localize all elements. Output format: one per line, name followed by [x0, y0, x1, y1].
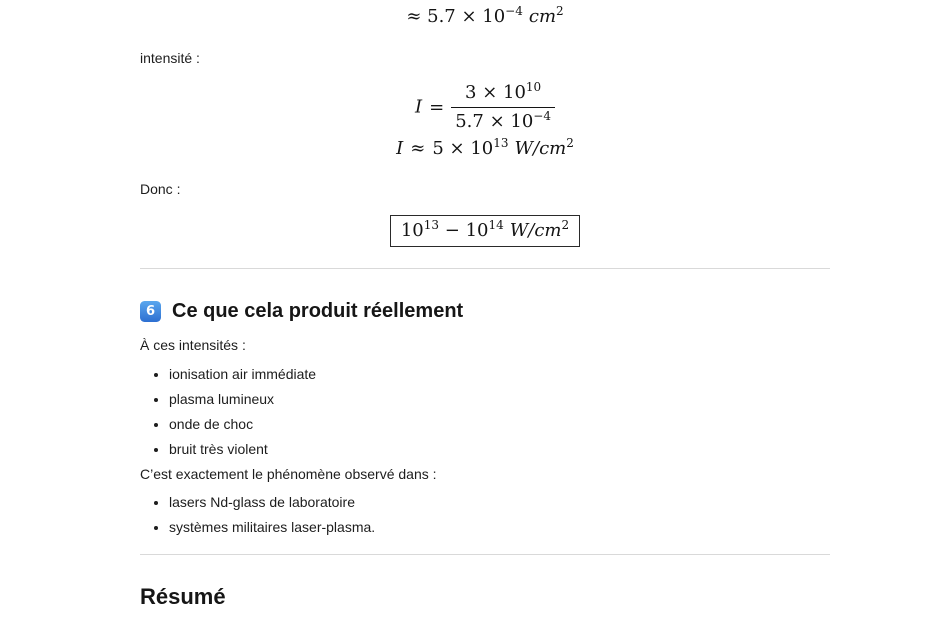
math-var-I: I: [415, 96, 423, 118]
donc-label: Donc :: [140, 181, 181, 197]
denominator-main: 5.7 × 10: [455, 111, 534, 132]
section-divider: [140, 554, 830, 555]
math-approx: ≈: [410, 138, 426, 159]
list-item: • bruit très violent: [169, 441, 830, 457]
fraction-numerator: [451, 82, 555, 107]
boxed-intensity-range: [390, 215, 580, 247]
intensity-label: intensité :: [140, 50, 200, 66]
formula-area-result: [140, 4, 830, 30]
math-main: ≈ 5.7 × 10: [406, 6, 506, 27]
section-heading-text: Ce que cela produit réellement: [172, 300, 464, 322]
denominator-exponent: −4: [533, 109, 551, 123]
list-item: • lasers Nd-glass de laboratoire: [169, 494, 830, 510]
list-item: • systèmes militaires laser-plasma.: [169, 519, 830, 535]
numerator-main: 3 × 10: [465, 82, 526, 103]
math-equals: =: [429, 96, 445, 118]
math-unit-exponent: 2: [556, 4, 564, 18]
section-divider: [140, 268, 830, 269]
math-unit-exponent: 2: [561, 218, 570, 232]
math-exponent: 14: [488, 218, 504, 232]
math-unit: cm: [528, 6, 557, 27]
formula-intensity-result: [140, 138, 830, 160]
math-exponent: 13: [423, 218, 440, 232]
math-minus: −: [439, 220, 466, 241]
fraction-denominator: [451, 107, 555, 133]
math-unit: W/cm: [509, 220, 562, 241]
math-exponent: −4: [505, 4, 523, 18]
math-var-I: I: [396, 138, 404, 159]
keycap-6-icon: 6: [140, 301, 161, 322]
math-unit: W/cm: [514, 138, 567, 159]
formula-intensity-fraction: [140, 82, 830, 133]
list-item: • ionisation air immédiate: [169, 366, 830, 382]
observed-intro: C’est exactement le phénomène observé dans :: [140, 466, 437, 482]
math-main: 5 × 10: [432, 138, 494, 159]
math-unit-exponent: 2: [566, 136, 574, 150]
boxed-result-block: [140, 215, 830, 247]
list-item: • plasma lumineux: [169, 391, 830, 407]
math-exponent: 13: [493, 136, 509, 150]
math-base: 10: [465, 220, 489, 241]
observed-list: [140, 494, 830, 535]
section-heading-effects: [140, 298, 830, 325]
document-content: [140, 0, 830, 611]
numerator-exponent: 10: [525, 80, 542, 94]
list-item: • onde de choc: [169, 416, 830, 432]
math-base: 10: [400, 220, 424, 241]
effects-list: [140, 366, 830, 457]
effects-intro: À ces intensités :: [140, 337, 246, 353]
math-fraction: [451, 82, 555, 133]
resume-heading: Résumé: [140, 584, 226, 609]
